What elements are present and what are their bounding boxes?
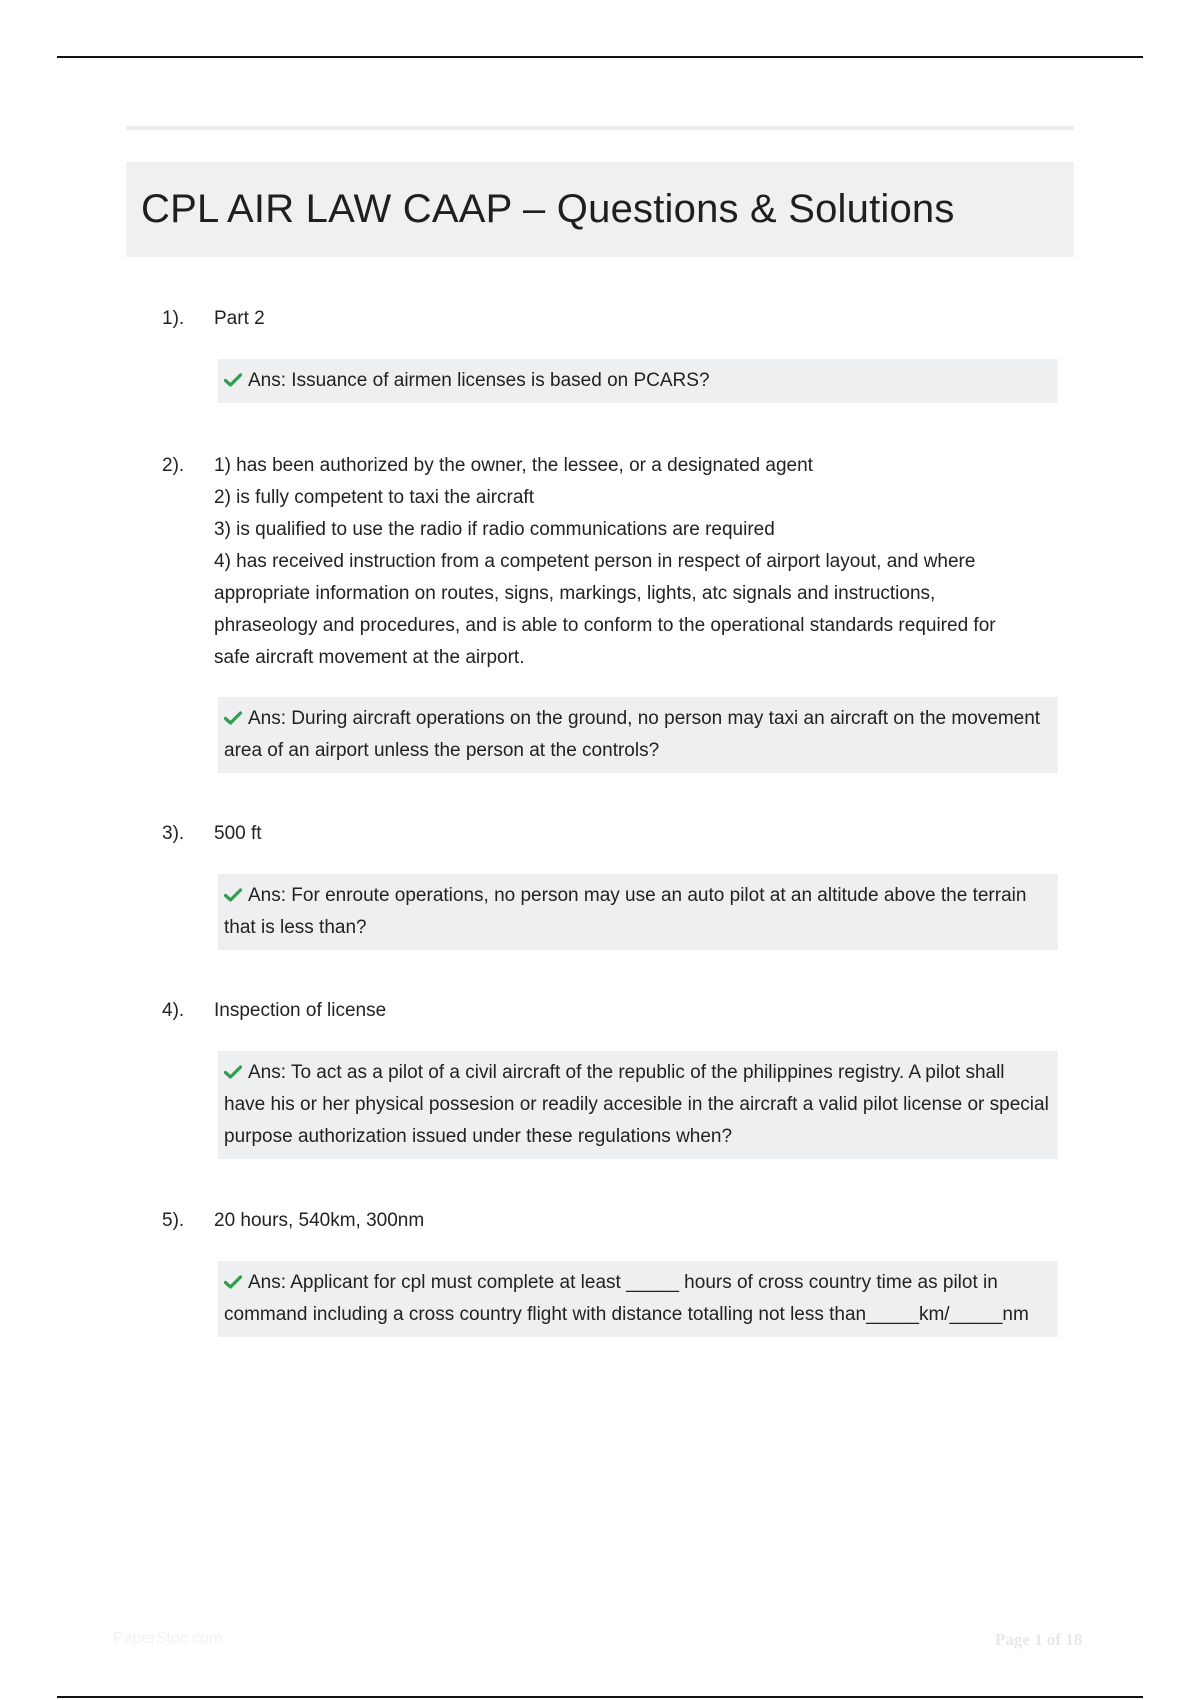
question-line: 20 hours, 540km, 300nm: [214, 1210, 425, 1231]
question-line: Inspection of license: [214, 1000, 387, 1021]
question-number: 4).: [162, 1000, 185, 1021]
bottom-rule: [57, 1696, 1143, 1698]
answer-text: Ans: Issuance of airmen licenses is based on PCARS?: [248, 370, 710, 391]
question-line: 500 ft: [214, 823, 262, 844]
check-icon: [224, 881, 242, 895]
question-text: [214, 303, 1034, 335]
answer-box: [218, 1051, 1058, 1159]
question-line: 1) has been authorized by the owner, the lessee, or a designated agent: [214, 455, 813, 476]
answer-text: Ans: To act as a pilot of a civil aircraft of the republic of the philippines registry. A pilot shall have his or her physical possesion or readily accesible in the aircraft a valid pilot license or special purpose authorization issued under these regulations when?: [224, 1062, 1049, 1147]
question-text: [214, 450, 1034, 674]
question-line: 2) is fully competent to taxi the aircraft: [214, 487, 534, 508]
answer-box: [218, 359, 1058, 403]
question-line: Part 2: [214, 308, 265, 329]
top-rule: [57, 56, 1143, 58]
check-icon: [224, 1058, 242, 1072]
answer-box: [218, 874, 1058, 950]
answer-box: [218, 1261, 1058, 1337]
question-text: [214, 818, 1034, 850]
check-icon: [224, 704, 242, 718]
check-icon: [224, 366, 242, 380]
answer-box: [218, 697, 1058, 773]
question-text: [214, 995, 1034, 1027]
question-text: [214, 1205, 1034, 1237]
page-title: CPL AIR LAW CAAP – Questions & Solutions: [141, 187, 955, 231]
check-icon: [224, 1268, 242, 1282]
header-separator: [126, 126, 1074, 130]
page-number: Page 1 of 18: [995, 1630, 1083, 1649]
answer-text: Ans: During aircraft operations on the ground, no person may taxi an aircraft on the movement area of an airport unless the person at the controls?: [224, 708, 1041, 761]
answer-text: Ans: Applicant for cpl must complete at least _____ hours of cross country time as pilot in command including a cross country flight with distance totalling not less than_____km/_____nm: [224, 1272, 1029, 1325]
footer-watermark: PaperStoc.com: [113, 1630, 223, 1647]
question-line: 4) has received instruction from a competent person in respect of airport layout, and where appropriate information on routes, signs, markings, lights, atc signals and instructions, phraseology and procedures, and is able to conform to the operational standards required for safe aircraft movement at the airport.: [214, 551, 996, 668]
question-number: 1).: [162, 308, 185, 329]
question-number: 2).: [162, 455, 185, 476]
question-line: 3) is qualified to use the radio if radio communications are required: [214, 519, 775, 540]
question-number: 3).: [162, 823, 185, 844]
answer-text: Ans: For enroute operations, no person may use an auto pilot at an altitude above the terrain that is less than?: [224, 885, 1027, 938]
question-number: 5).: [162, 1210, 185, 1231]
title-banner: [126, 162, 1074, 257]
